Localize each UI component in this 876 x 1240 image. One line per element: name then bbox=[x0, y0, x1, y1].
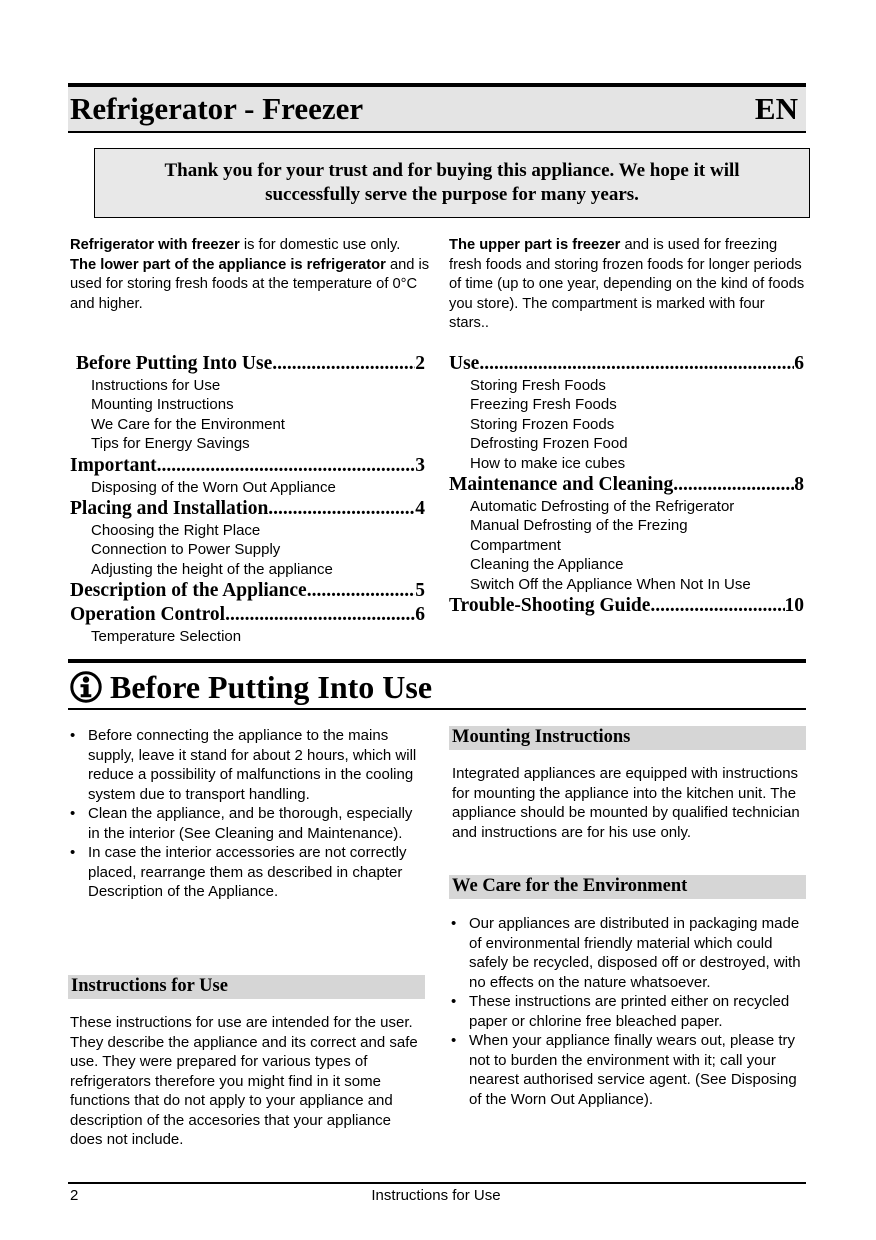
header-bottom-rule bbox=[68, 131, 806, 133]
mounting-heading: Mounting Instructions bbox=[449, 726, 806, 750]
toc-entry-page: 2 bbox=[415, 353, 425, 374]
toc-entry[interactable] bbox=[449, 352, 804, 376]
toc-subitem[interactable]: How to make ice cubes bbox=[470, 454, 626, 472]
toc-leader-dots bbox=[650, 594, 784, 618]
toc-subitem[interactable]: Freezing Fresh Foods bbox=[470, 396, 617, 414]
intro-left-text-2: and is used for storing fresh foods at the temperature of 0°C and higher. bbox=[70, 256, 430, 312]
toc-left bbox=[70, 352, 425, 647]
toc-subitem[interactable]: Mounting Instructions bbox=[91, 396, 234, 414]
section-top-rule bbox=[68, 659, 806, 663]
toc-entry-page: 10 bbox=[784, 595, 804, 617]
toc-leader-dots bbox=[268, 497, 415, 521]
toc-subitem[interactable]: We Care for the Environment bbox=[91, 415, 285, 433]
toc-subitem[interactable]: Defrosting Frozen Food bbox=[470, 435, 628, 453]
intro-right-text-1: and is used for freezing fresh foods and storing frozen foods for longer periods of time (up to one year, depending on the kind of foods you store). The compartment is marked with four stars.. bbox=[449, 237, 805, 331]
thank-you-text: Thank you for your trust and for buying this appliance. We hope it will successfully serve the purpose for many years. bbox=[164, 160, 740, 205]
toc-entry-title: Maintenance and Cleaning bbox=[449, 474, 674, 496]
toc-right bbox=[449, 352, 804, 618]
toc-subitem[interactable]: Temperature Selection bbox=[91, 628, 242, 646]
toc-subitem[interactable]: Connection to Power Supply bbox=[91, 541, 281, 559]
toc-entry-page: 8 bbox=[794, 474, 804, 496]
toc-subitem[interactable]: Compartment bbox=[470, 536, 561, 554]
thank-you-box bbox=[94, 148, 810, 218]
toc-entry-title: Placing and Installation bbox=[70, 498, 269, 520]
toc-entry[interactable] bbox=[70, 603, 425, 627]
environment-heading: We Care for the Environment bbox=[449, 875, 806, 899]
info-icon bbox=[70, 671, 102, 703]
preparation-list bbox=[70, 726, 425, 902]
toc-entry-title: Use bbox=[449, 353, 480, 374]
mounting-text: Integrated appliances are equipped with instructions for mounting the appliance into the kitchen unit. The appliance should be mounted by qualified technician and instructions are for his use only. bbox=[452, 765, 800, 841]
list-item: • These instructions are printed either on recycled paper or chlorine free bleached paper. bbox=[451, 992, 806, 1031]
toc-subitem[interactable]: Choosing the Right Place bbox=[91, 522, 261, 540]
toc-leader-dots bbox=[673, 473, 794, 497]
list-item: • Our appliances are distributed in packaging made of environmental friendly material which could safely be recycled, disposed off or destroyed, with no effects on the nature whatsoever. bbox=[451, 914, 806, 992]
toc-entry-title: Important bbox=[70, 454, 157, 476]
section-heading bbox=[70, 665, 432, 709]
list-item: • Clean the appliance, and be thorough, especially in the interior (See Cleaning and Maintenance). bbox=[70, 804, 425, 843]
toc-subitem[interactable]: Switch Off the Appliance When Not In Use bbox=[470, 575, 751, 593]
environment-list bbox=[451, 914, 806, 1109]
toc-entry[interactable] bbox=[449, 473, 804, 497]
page-number: 2 bbox=[70, 1187, 79, 1204]
toc-entry-page: 4 bbox=[415, 498, 425, 520]
toc-subitem[interactable]: Storing Fresh Foods bbox=[470, 377, 606, 394]
toc-leader-dots bbox=[225, 603, 415, 627]
toc-entry-title: Before Putting Into Use bbox=[76, 353, 273, 374]
toc-subitem[interactable]: Tips for Energy Savings bbox=[91, 435, 250, 453]
list-item: • Before connecting the appliance to the mains supply, leave it stand for about 2 hours, which will reduce a possibility of malfunctions in the cooling system due to transport handling. bbox=[70, 726, 425, 804]
toc-entry-page: 3 bbox=[415, 454, 425, 476]
toc-entry[interactable] bbox=[70, 497, 425, 521]
section-bottom-rule bbox=[68, 708, 806, 710]
toc-subitem[interactable]: Adjusting the height of the appliance bbox=[91, 560, 333, 578]
toc-entry[interactable] bbox=[449, 594, 804, 618]
document-title: Refrigerator - Freezer bbox=[70, 91, 364, 126]
language-code: EN bbox=[754, 91, 798, 126]
intro-right bbox=[449, 236, 805, 334]
toc-leader-dots bbox=[272, 352, 415, 376]
intro-left-bold-1: Refrigerator with freezer bbox=[70, 237, 240, 253]
toc-entry-page: 6 bbox=[794, 353, 804, 374]
toc-leader-dots bbox=[479, 352, 794, 376]
intro-left bbox=[70, 236, 430, 314]
instructions-text: These instructions for use are intended for the user. They describe the appliance and its correct and safe use. They were prepared for various types of refrigerators therefore you might find in it some functions that do not apply to your appliance and description of the accesories that your appliance does not include. bbox=[70, 1014, 418, 1148]
toc-subitem[interactable]: Storing Frozen Foods bbox=[470, 415, 615, 433]
toc-entry[interactable] bbox=[70, 352, 425, 376]
list-item: • In case the interior accessories are not correctly placed, rearrange them as described in chapter Description of the Appliance. bbox=[70, 843, 425, 902]
toc-entry-title: Trouble-Shooting Guide bbox=[449, 595, 651, 617]
toc-entry[interactable] bbox=[70, 454, 425, 478]
toc-subitem[interactable]: Instructions for Use bbox=[91, 377, 221, 394]
intro-right-bold-1: The upper part is freezer bbox=[449, 237, 621, 253]
instructions-heading: Instructions for Use bbox=[68, 975, 425, 999]
toc-leader-dots bbox=[307, 579, 416, 603]
intro-left-bold-2: The lower part of the appliance is refrigerator bbox=[70, 256, 386, 273]
toc-entry[interactable] bbox=[70, 579, 425, 603]
toc-entry-title: Operation Control bbox=[70, 604, 226, 626]
toc-entry-page: 5 bbox=[415, 580, 425, 602]
toc-subitem[interactable]: Manual Defrosting of the Frezing bbox=[470, 517, 688, 535]
footer-title: Instructions for Use bbox=[371, 1187, 501, 1204]
intro-left-text-1: is for domestic use only. bbox=[239, 237, 401, 253]
footer-rule bbox=[68, 1182, 806, 1184]
toc-subitem[interactable]: Automatic Defrosting of the Refrigerator bbox=[470, 498, 735, 516]
toc-entry-page: 6 bbox=[415, 604, 425, 626]
toc-subitem[interactable]: Cleaning the Appliance bbox=[470, 556, 624, 574]
toc-subitem[interactable]: Disposing of the Worn Out Appliance bbox=[91, 478, 336, 496]
list-item: • When your appliance finally wears out, please try not to burden the environment with it; call your nearest authorised service agent. (See Disposing of the Worn Out Appliance). bbox=[451, 1031, 806, 1109]
toc-entry-title: Description of the Appliance bbox=[70, 580, 307, 602]
toc-leader-dots bbox=[157, 454, 416, 478]
section-title: Before Putting Into Use bbox=[110, 669, 433, 705]
